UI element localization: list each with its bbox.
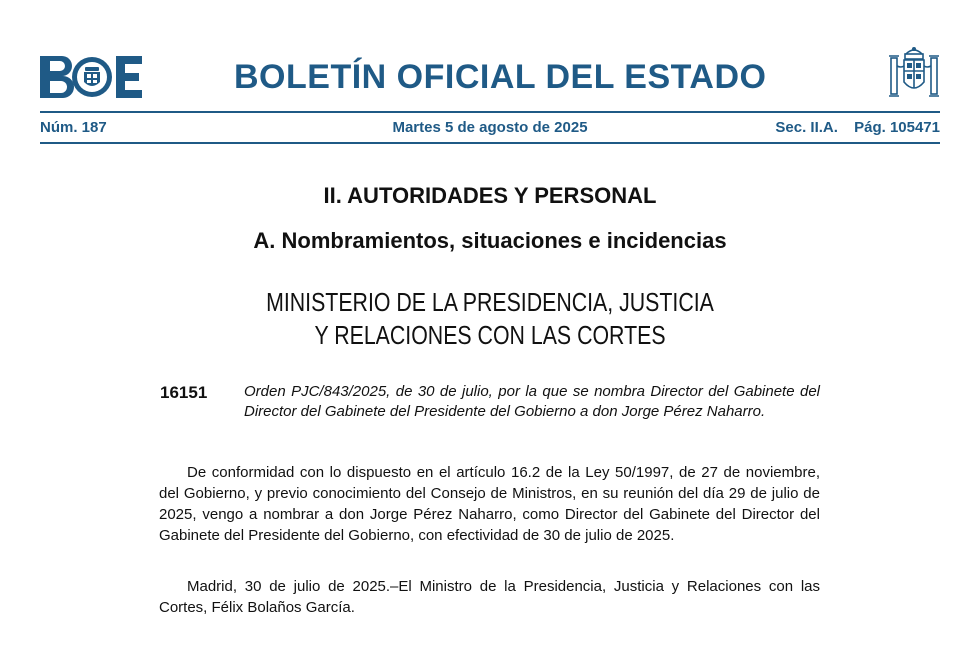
body-paragraph: De conformidad con lo dispuesto en el artículo 16.2 de la Ley 50/1997, de 27 de noviembre, del Gobierno, y previo conocimiento del Consejo de Ministros, en su reunión del día 29 de julio de 2025, vengo a nombrar a don Jorge Pérez Naharro, como Director del Gabinete del Director del Gabinete del Presidente del Gobierno, con efectividad de 30 de julio de 2025. — [159, 464, 820, 544]
boe-logo — [40, 56, 142, 98]
section-title: II. AUTORIDADES Y PERSONAL — [323, 183, 657, 208]
issue-date: Martes 5 de agosto de 2025 — [392, 119, 588, 136]
header-rule-top — [40, 111, 940, 113]
order-title: Orden PJC/843/2025, de 30 de julio, por la que se nombra Director del Gabinete del Director del Gabinete del Presidente del Gobierno a don Jorge Pérez Naharro. — [244, 383, 820, 420]
masthead-title: BOLETÍN OFICIAL DEL ESTADO — [234, 58, 767, 96]
section-code: Sec. II.A. — [775, 119, 838, 136]
section-page-info — [775, 119, 940, 136]
ministry-heading — [88, 286, 892, 352]
signature-paragraph: Madrid, 30 de julio de 2025.–El Ministro de la Presidencia, Justicia y Relaciones con las Cortes, Félix Bolaños García. — [159, 578, 820, 616]
reference-number: 16151 — [160, 383, 208, 402]
ministry-line-2: Y RELACIONES CON LAS CORTES — [314, 320, 666, 350]
coat-of-arms-icon — [888, 46, 940, 102]
header-rule-bottom — [40, 142, 940, 144]
subsection-title: A. Nombramientos, situaciones e incidencias — [253, 228, 727, 253]
page-number: Pág. 105471 — [854, 119, 940, 136]
issue-number: Núm. 187 — [40, 119, 107, 136]
issue-info-row — [40, 119, 940, 139]
ministry-line-1: MINISTERIO DE LA PRESIDENCIA, JUSTICIA — [266, 287, 714, 317]
